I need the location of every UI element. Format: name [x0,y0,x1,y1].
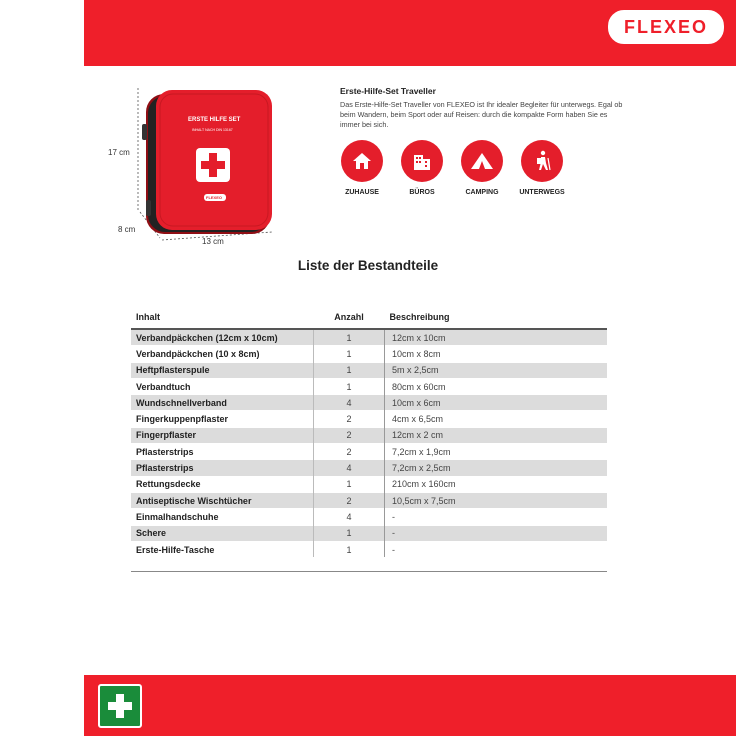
use-cases [340,140,580,196]
cell-inhalt: Pflasterstrips [131,444,314,460]
use-case-label: UNTERWEGS [519,189,565,196]
cell-beschreibung: 12cm x 2 cm [385,427,608,443]
cell-anzahl: 2 [314,492,385,508]
cell-anzahl: 1 [314,329,385,346]
table-row [131,362,607,378]
case-sublabel: INHALT NACH DIN 13167 [192,128,233,132]
cell-inhalt: Einmalhandschuhe [131,509,314,525]
use-case-zuhause [340,140,384,196]
table-row [131,395,607,411]
table-row [131,427,607,443]
dimension-height: 17 cm [108,148,130,157]
description-title: Erste-Hilfe-Set Traveller [340,86,436,96]
cell-inhalt: Heftpflasterspule [131,362,314,378]
flexeo-logo [608,10,724,44]
product-image [100,80,300,260]
list-title: Liste der Bestandteile [297,258,439,273]
cell-anzahl: 1 [314,346,385,362]
table-row [131,476,607,492]
cell-beschreibung: 12cm x 10cm [385,329,608,346]
cell-inhalt: Pflasterstrips [131,460,314,476]
cell-inhalt: Antiseptische Wischtücher [131,492,314,508]
cell-anzahl: 1 [314,541,385,557]
cell-beschreibung: 80cm x 60cm [385,378,608,394]
cell-beschreibung: 7,2cm x 2,5cm [385,460,608,476]
table-row [131,460,607,476]
cell-anzahl: 2 [314,444,385,460]
cell-inhalt: Erste-Hilfe-Tasche [131,541,314,557]
house-icon [341,140,383,182]
table-header-row [131,311,607,329]
header-inhalt: Inhalt [131,311,314,329]
use-case-label: CAMPING [465,189,499,196]
table-body [131,329,607,557]
cell-inhalt: Verbandpäckchen (10 x 8cm) [131,346,314,362]
components-table [131,311,607,557]
product-description [340,86,628,130]
cell-anzahl: 2 [314,411,385,427]
table-row [131,492,607,508]
table-row [131,411,607,427]
cell-inhalt: Verbandtuch [131,378,314,394]
dimension-width: 13 cm [202,237,224,246]
cell-beschreibung: - [385,541,608,557]
table-row [131,346,607,362]
table-row [131,444,607,460]
table-row [131,541,607,557]
cell-beschreibung: 5m x 2,5cm [385,362,608,378]
cell-anzahl: 1 [314,525,385,541]
cell-beschreibung: 210cm x 160cm [385,476,608,492]
cell-beschreibung: 10cm x 6cm [385,395,608,411]
cell-beschreibung: - [385,525,608,541]
cell-anzahl: 1 [314,378,385,394]
description-text: Das Erste-Hilfe-Set Traveller von FLEXEO ist Ihr idealer Begleiter für unterwegs. Egal ob beim Wandern, beim Sport oder auf Reisen: durch die kompakte Form haben Sie es immer bei sich. [340,100,623,129]
cell-inhalt: Fingerpflaster [131,427,314,443]
cell-beschreibung: 10,5cm x 7,5cm [385,492,608,508]
cell-beschreibung: 10cm x 8cm [385,346,608,362]
cell-inhalt: Wundschnellverband [131,395,314,411]
cell-anzahl: 4 [314,460,385,476]
office-building-icon [401,140,443,182]
cell-anzahl: 4 [314,509,385,525]
table-row [131,329,607,346]
cell-beschreibung: 4cm x 6,5cm [385,411,608,427]
header-anzahl: Anzahl [314,311,385,329]
table-row [131,525,607,541]
cell-inhalt: Fingerkuppenpflaster [131,411,314,427]
cell-inhalt: Verbandpäckchen (12cm x 10cm) [131,329,314,346]
use-case-camping [460,140,504,196]
header-beschreibung: Beschreibung [385,311,608,329]
use-case-label: BÜROS [409,189,435,196]
green-first-aid-cross-icon [98,684,142,728]
dimension-depth: 8 cm [118,225,136,234]
cell-inhalt: Schere [131,525,314,541]
cell-beschreibung: - [385,509,608,525]
table-row [131,378,607,394]
use-case-bueros [400,140,444,196]
table-bottom-rule [131,571,607,572]
top-banner [84,0,736,66]
case-badge: FLEXEO [206,195,223,200]
cell-anzahl: 4 [314,395,385,411]
use-case-unterwegs [520,140,564,196]
cell-anzahl: 2 [314,427,385,443]
table-row [131,509,607,525]
case-label: ERSTE HILFE SET [188,117,241,123]
use-case-label: ZUHAUSE [345,189,379,196]
cell-anzahl: 1 [314,476,385,492]
bottom-banner [84,675,736,736]
cell-inhalt: Rettungsdecke [131,476,314,492]
tent-icon [461,140,503,182]
cell-beschreibung: 7,2cm x 1,9cm [385,444,608,460]
cell-anzahl: 1 [314,362,385,378]
logo-text: FLEXEO [623,16,708,37]
hiker-icon [521,140,563,182]
